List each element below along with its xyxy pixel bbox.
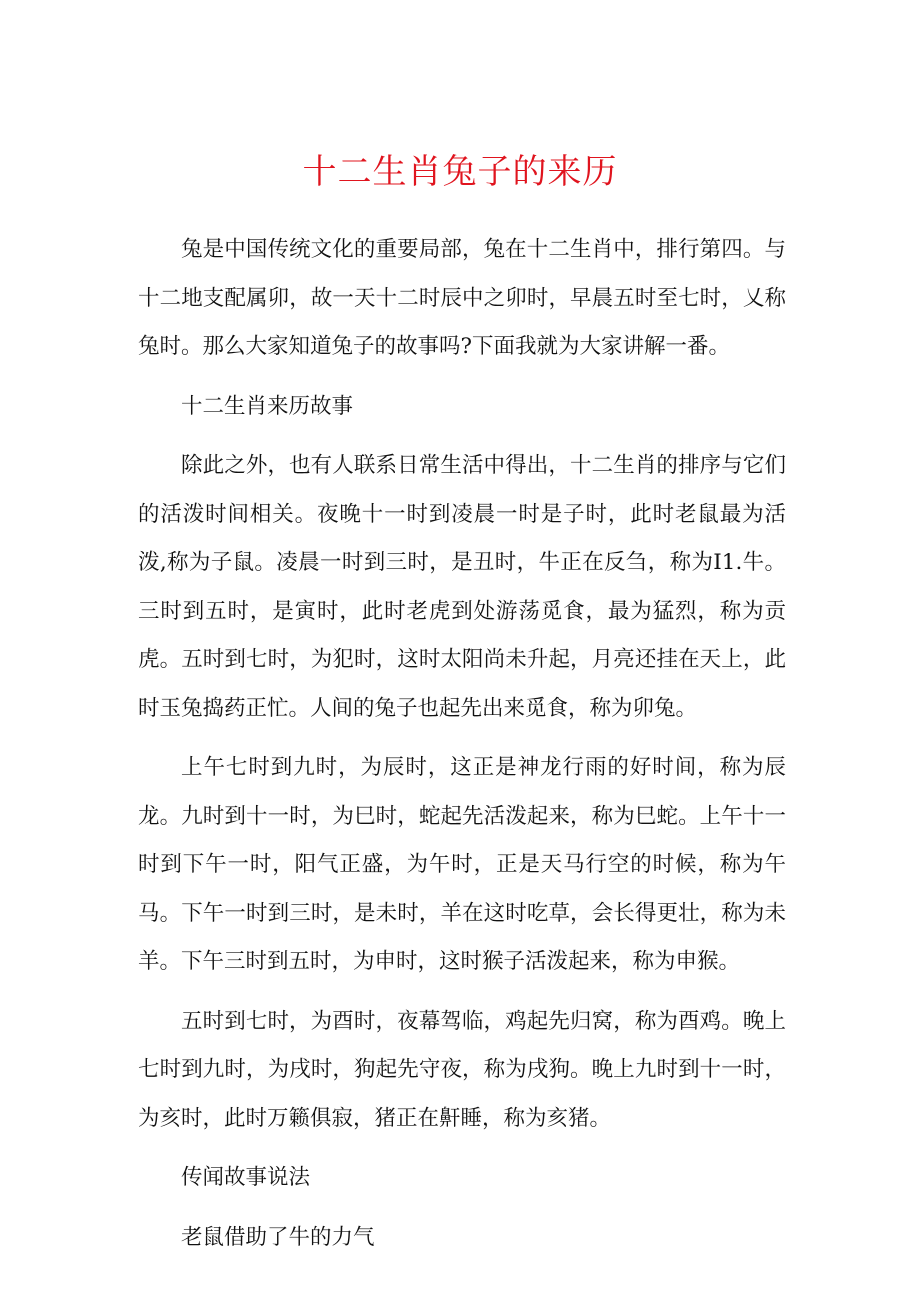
intro-paragraph: 兔是中国传统文化的重要局部，兔在十二生肖中，排行第四。与十二地支配属卯，故一天十二时辰中之卯时，早晨五时至七时，乂称兔时。那么大家知道兔子的故事吗?下面我就为大家讲解一番。 (138, 237, 786, 359)
section-heading-legend: 传闻故事说法 (181, 1165, 311, 1190)
section-heading-origin-story: 十二生肖来历故事 (181, 393, 354, 419)
subsection-heading-rat-and-ox: 老鼠借助了牛的力气 (181, 1224, 375, 1250)
document-title: 十二生肖兔子的来历 (302, 152, 618, 192)
body-paragraph-chen-to-shen: 上午七时到九时，为辰时，这正是神龙行雨的好时间，称为辰龙。九时到十一时，为巳时，蛇起先活泼起来，称为巳蛇。上午十一时到下午一时，阳气正盛，为午时，正是天马行空的时候，称为午马。下午一时到三时，是未时，羊在这时吃草，会长得更壮，称为未羊。下午三时到五时，为申时，这时猴子活泼起来，称为申猴。 (138, 755, 786, 974)
body-paragraph-zi-to-mao: 除此之外，也有人联系日常生活中得出，十二生肖的排序与它们的活泼时间相关。夜晚十一时到凌晨一时是子时，此时老鼠最为活泼,称为子鼠。凌晨一时到三时，是丑时，牛正在反刍，称为I1.牛。三时到五时，是寅时，此时老虎到处游荡觅食，最为猛烈，称为贡虎。五时到七时，为犯时，这时太阳尚未升起，月亮还挂在天上，此时玉兔捣药正忙。人间的兔子也起先出来觅食，称为卯兔。 (138, 453, 786, 721)
body-paragraph-you-to-hai: 五时到七时，为酉时，夜幕驾临，鸡起先归窝，称为酉鸡。晚上七时到九时，为戌时，狗起先守夜，称为戌狗。晚上九时到十一时，为亥时，此时万籁俱寂，猪正在鼾睡，称为亥猪。 (138, 1008, 786, 1131)
document-body (138, 226, 786, 1273)
